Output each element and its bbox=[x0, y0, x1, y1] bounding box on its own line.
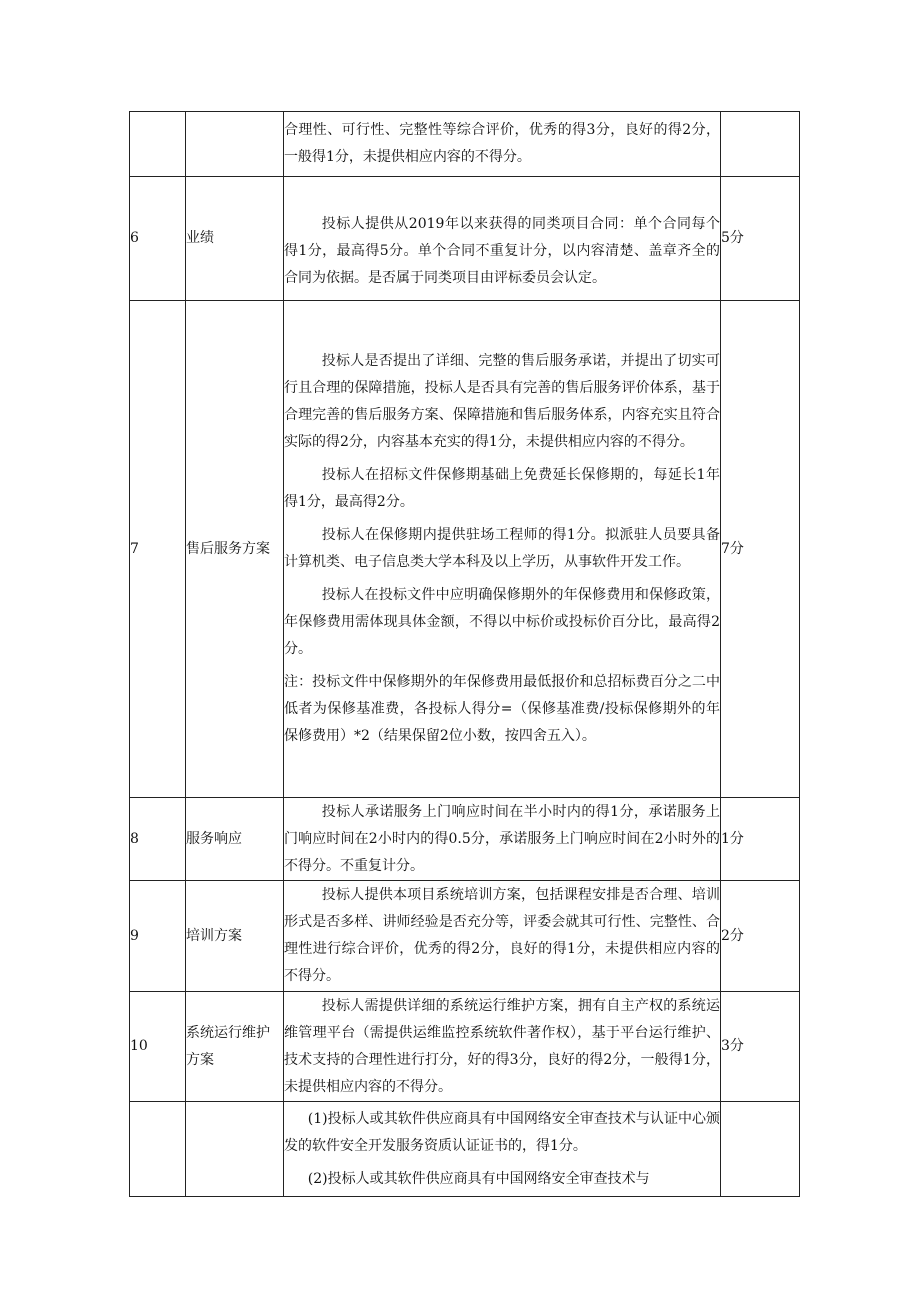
criteria-paragraph: 投标人需提供详细的系统运行维护方案，拥有自主产权的系统运维管理平台（需提供运维监控系统软件著作权），基于平台运行维护、技术支持的合理性进行打分，好的得3分，良好的得2分，一般得1分，未提供相应内容的不得分。 bbox=[284, 997, 720, 1095]
criteria-paragraph: 投标人是否提出了详细、完整的售后服务承诺，并提出了切实可行且合理的保障措施，投标人是否具有完善的售后服务评价体系，基于合理完善的售后服务方案、保障措施和售后服务体系，内容充实且符合实际的得2分，内容基本充实的得1分，未提供相应内容的不得分。 bbox=[284, 353, 720, 450]
row-score: 7分 bbox=[721, 301, 800, 798]
table-row bbox=[130, 112, 800, 177]
criteria-paragraph: 投标人提供从2019年以来获得的同类项目合同：单个合同每个得1分，最高得5分。单个合同不重复计分，以内容清楚、盖章齐全的合同为依据。是否属于同类项目由评标委员会认定。 bbox=[284, 216, 720, 286]
row-item: 售后服务方案 bbox=[186, 301, 284, 798]
scoring-table bbox=[129, 111, 800, 1197]
table-row bbox=[130, 301, 800, 798]
row-criteria bbox=[284, 1102, 721, 1197]
row-number: 10 bbox=[130, 992, 186, 1102]
row-item: 培训方案 bbox=[186, 881, 284, 992]
row-score bbox=[721, 1102, 800, 1197]
row-number bbox=[130, 112, 186, 177]
row-score: 5分 bbox=[721, 177, 800, 301]
criteria-paragraph: 投标人在保修期内提供驻场工程师的得1分。拟派驻人员要具备计算机类、电子信息类大学本科及以上学历，从事软件开发工作。 bbox=[284, 527, 720, 570]
criteria-paragraph: 投标人在招标文件保修期基础上免费延长保修期的，每延长1年得1分，最高得2分。 bbox=[284, 467, 720, 510]
table-row bbox=[130, 798, 800, 881]
row-item bbox=[186, 1102, 284, 1197]
row-number: 7 bbox=[130, 301, 186, 798]
row-number: 6 bbox=[130, 177, 186, 301]
row-criteria bbox=[284, 992, 721, 1102]
table-row bbox=[130, 992, 800, 1102]
row-number: 9 bbox=[130, 881, 186, 992]
row-criteria bbox=[284, 881, 721, 992]
row-score: 1分 bbox=[721, 798, 800, 881]
row-criteria bbox=[284, 112, 721, 177]
table-row bbox=[130, 881, 800, 992]
row-item: 系统运行维护方案 bbox=[186, 992, 284, 1102]
criteria-paragraph: 投标人在投标文件中应明确保修期外的年保修费用和保修政策，年保修费用需体现具体金额，不得以中标价或投标价百分比，最高得2分。 bbox=[284, 587, 720, 657]
row-number bbox=[130, 1102, 186, 1197]
table-row bbox=[130, 1102, 800, 1197]
row-criteria bbox=[284, 177, 721, 301]
row-item: 服务响应 bbox=[186, 798, 284, 881]
row-score: 2分 bbox=[721, 881, 800, 992]
criteria-paragraph: 投标人承诺服务上门响应时间在半小时内的得1分，承诺服务上门响应时间在2小时内的得0.5分，承诺服务上门响应时间在2小时外的不得分。不重复计分。 bbox=[284, 803, 720, 874]
criteria-paragraph: 合理性、可行性、完整性等综合评价，优秀的得3分，良好的得2分，一般得1分，未提供相应内容的不得分。 bbox=[284, 122, 720, 165]
criteria-paragraph: 投标人提供本项目系统培训方案，包括课程安排是否合理、培训形式是否多样、讲师经验是否充分等，评委会就其可行性、完整性、合理性进行综合评价，优秀的得2分，良好的得1分，未提供相应内容的不得分。 bbox=[284, 887, 720, 984]
row-criteria bbox=[284, 301, 721, 798]
row-item: 业绩 bbox=[186, 177, 284, 301]
row-number: 8 bbox=[130, 798, 186, 881]
row-score bbox=[721, 112, 800, 177]
criteria-paragraph: (2)投标人或其软件供应商具有中国网络安全审查技术与 bbox=[307, 1170, 650, 1187]
criteria-note: 注：投标文件中保修期外的年保修费用最低报价和总招标费百分之二中低者为保修基准费，各投标人得分=（保修基准费/投标保修期外的年保修费用）*2（结果保留2位小数，按四舍五入）。 bbox=[284, 674, 720, 744]
criteria-paragraph: (1)投标人或其软件供应商具有中国网络安全审查技术与认证中心颁发的软件安全开发服务资质认证证书的，得1分。 bbox=[284, 1110, 720, 1154]
row-item bbox=[186, 112, 284, 177]
row-score: 3分 bbox=[721, 992, 800, 1102]
table-row bbox=[130, 177, 800, 301]
row-criteria bbox=[284, 798, 721, 881]
